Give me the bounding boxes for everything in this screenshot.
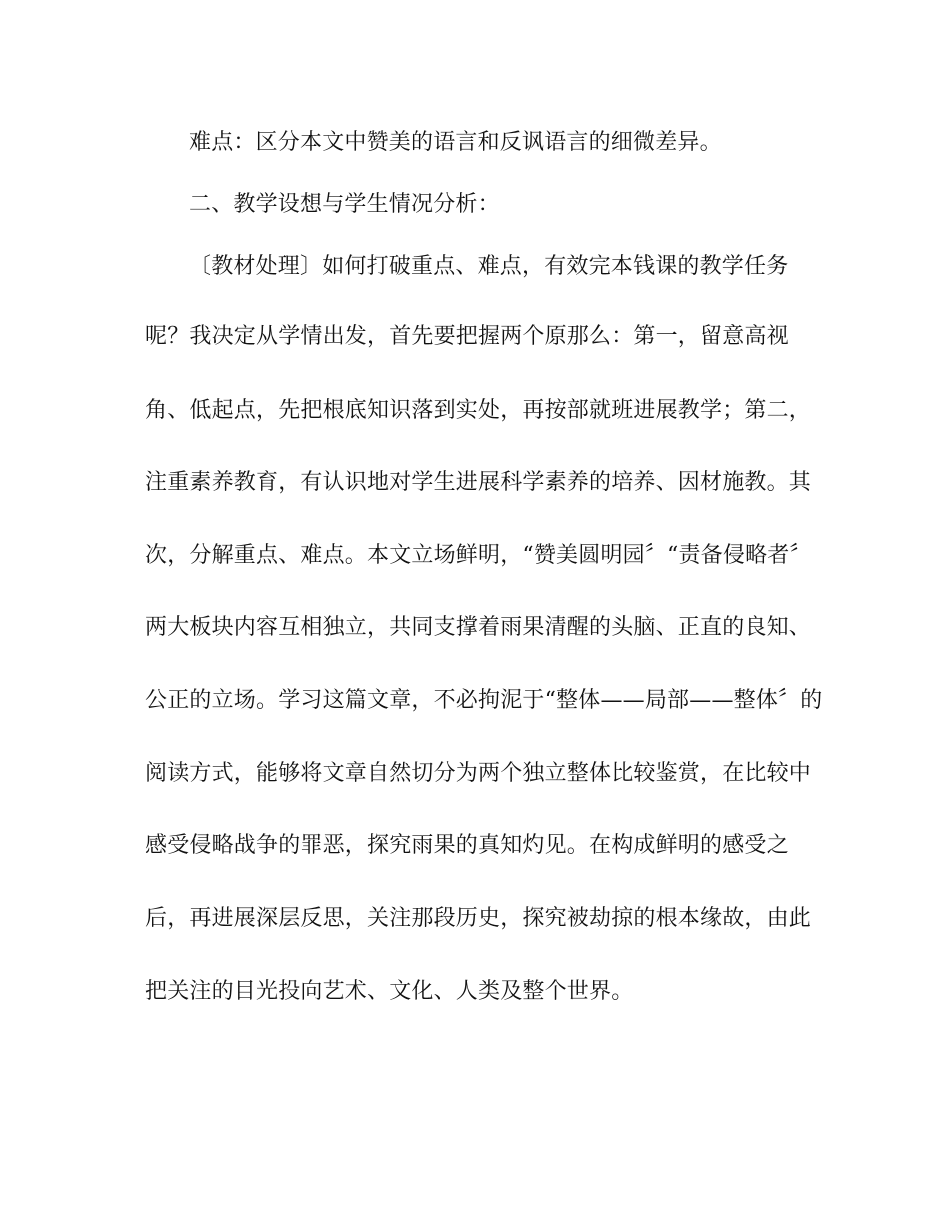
section-heading: 二、教学设想与学生情况分析： bbox=[189, 192, 500, 217]
difficulty-line: 难点：区分本文中赞美的语言和反讽语言的细微差异。 bbox=[189, 130, 722, 155]
paragraph-line: 阅读方式，能够将文章自然切分为两个独立整体比较鉴赏，在比较中 bbox=[145, 761, 812, 786]
paragraph-line: 两大板块内容互相独立，共同支撑着雨果清醒的头脑、正直的良知、 bbox=[145, 615, 812, 640]
paragraph-line: 注重素养教育，有认识地对学生进展科学素养的培养、因材施教。其 bbox=[145, 470, 812, 495]
paragraph-line: 公正的立场。学习这篇文章，不必拘泥于“整体——局部——整体〞的 bbox=[145, 688, 823, 713]
paragraph-line: 〔教材处理〕如何打破重点、难点，有效完本钱课的教学任务 bbox=[189, 254, 789, 279]
paragraph-line: 次，分解重点、难点。本文立场鲜明，“赞美圆明园〞“责备侵略者〞 bbox=[145, 543, 812, 568]
paragraph-line: 把关注的目光投向艺术、文化、人类及整个世界。 bbox=[145, 979, 634, 1004]
paragraph-line: 感受侵略战争的罪恶，探究雨果的真知灼见。在构成鲜明的感受之 bbox=[145, 833, 789, 858]
paragraph-line: 角、低起点，先把根底知识落到实处，再按部就班进展教学；第二， bbox=[145, 398, 812, 423]
paragraph-line: 呢？我决定从学情出发，首先要把握两个原那么：第一，留意高视 bbox=[145, 324, 789, 349]
paragraph-line: 后，再进展深层反思，关注那段历史，探究被劫掠的根本缘故，由此 bbox=[145, 906, 812, 931]
